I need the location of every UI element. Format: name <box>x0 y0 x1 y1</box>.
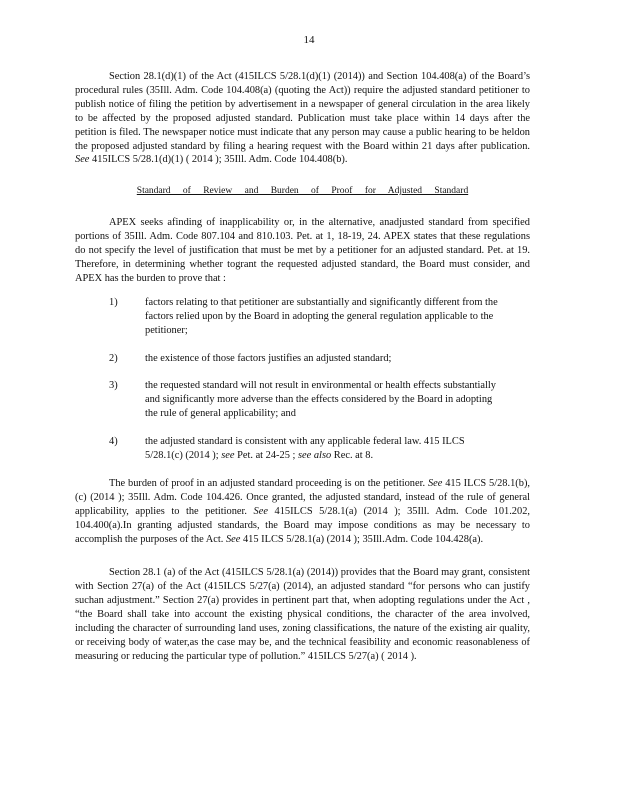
list-item: 2) the existence of those factors justifies an adjusted standard; <box>109 352 392 364</box>
document-body <box>75 70 530 664</box>
paragraph-notice-requirements: Section 28.1(d)(1) of the Act (415ILCS 5/28.1(d)(1) (2014)) and Section 104.408(a) of the Board’s procedural rules (35Ill. Adm. Code 104.408(a) (quoting the Act)) require the adjusted standard petitioner to publish notice of filing the petition by advertisement in a newspaper of general circulation in the area likely to be affected by the proposed adjusted standard. Publication must take place within 14 days after the petition is filed. The newspaper notice must indicate that any person may cause a public hearing to be heldon the proposed adjusted standard by filing a hearing request with the Board within 21 days after publication. See 415ILCS 5/28.1(d)(1) ( 2014 ); 35Ill. Adm. Code 104.408(b). <box>75 71 530 166</box>
burden-list <box>75 296 530 463</box>
list-item: 4) the adjusted standard is consistent with any applicable federal law. 415 ILCS 5/28.1(c) (2014 ); see Pet. at 24-25 ; see also Rec. at 8. <box>109 436 465 462</box>
paragraph-apex-request: APEX seeks afinding of inapplicability or, in the alternative, anadjusted standard from specified portions of 35Ill. Adm. Code 807.104 and 810.103. Pet. at 1, 18-19, 24. APEX states that these regulations do not specify the level of justification that must be met by a petitioner for an adjusted standard. Pet. at 19. Therefore, in determining whether togrant the requested adjusted standard, the Board must consider, and APEX has the burden to prove that : <box>75 217 530 284</box>
list-item: 1) factors relating to that petitioner are substantially and significantly different from the factors relied upon by the Board in adopting the general regulation applicable to the petitioner; <box>109 296 498 336</box>
paragraph-burden-of-proof: The burden of proof in an adjusted standard proceeding is on the petitioner. See 415 ILCS 5/28.1(b), (c) (2014 ); 35Ill. Adm. Code 104.426. Once granted, the adjusted standard, instead of the rule of general applicability, applies to the petitioner. See 415ILCS 5/28.1(a) (2014 ); 35Ill. Adm. Code 101.202, 104.400(a).In granting adjusted standards, the Board may impose conditions as may be necessary to accomplish the purposes of the Act. See 415 ILCS 5/28.1(a) (2014 ); 35Ill.Adm. Code 104.428(a). <box>75 477 530 545</box>
section-heading: Standard of Review and Burden of Proof for Adjusted Standard <box>136 186 469 197</box>
list-item: 3) the requested standard will not result in environmental or health effects substantially and significantly more adverse than the effects considered by the Board in adopting the rule of general applicability; and <box>109 380 496 420</box>
page-number: 14 <box>303 34 315 46</box>
paragraph-section-28-1: Section 28.1 (a) of the Act (415ILCS 5/28.1(a) (2014)) provides that the Board may grant, consistent with Section 27(a) of the Act (415ILCS 5/27(a) (2014), an adjusted standard “for persons who can justify suchan adjustment.” Section 27(a) provides in pertinent part that, when adopting regulations under the Act , “the Board shall take into account the existing physical conditions, the character of the area involved, including the character of surrounding land uses, zoning classifications, the nature of the existing air quality, or receiving body of water,as the case may be, and the technical feasibility and economic reasonableness of measuring or reducing the particular type of pollution.” 415ILCS 5/27(a) ( 2014 ). <box>75 567 530 662</box>
